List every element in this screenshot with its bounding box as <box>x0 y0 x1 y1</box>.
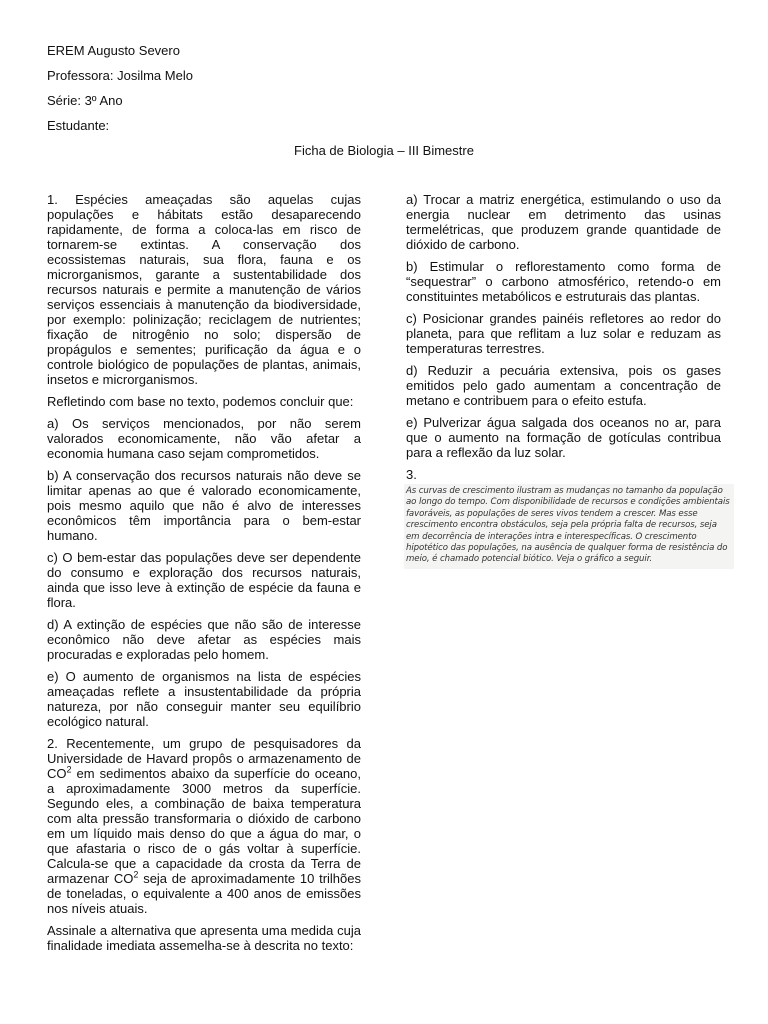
question-1-option-c: c) O bem-estar das populações deve ser dependente do consumo e exploração dos recursos naturais, ainda que isso leve à extinção de espécie da fauna e flora. <box>47 550 361 610</box>
student-label: Estudante: <box>47 118 110 133</box>
question-2-statement <box>47 736 361 916</box>
left-column <box>47 192 361 960</box>
question-1-statement: 1. Espécies ameaçadas são aquelas cujas populações e hábitats estão desaparecendo rapidamente, de forma a coloca-las em risco de tornarem-se extintas. A conservação dos ecossistemas naturais, sua flora, fauna e os microrganismos, garante a sustentabilidade dos recursos naturais e permite a manutenção de vários serviços essenciais à manutenção da biodiversidade, por exemplo: polinização; reciclagem de nutrientes; fixação de nitrogênio no solo; dispersão de propágulos e sementes; purificação da água e o controle biológico de populações de plantas, animais, insetos e microrganismos. <box>47 192 361 387</box>
subscript-2: 2 <box>66 764 72 775</box>
question-3-excerpt-image: As curvas de crescimento ilustram as mudanças no tamanho da população ao longo do tempo. Com disponibilidade de recursos e condições ambientais favoráveis, as populações de seres vivos tendem a crescer. Mas esse crescimento encontra obstáculos, seja pela própria falta de recursos, seja em decorrência de interações intra e interespecíficas. O crescimento hipotético das populações, na ausência de qualquer forma de resistência do meio, é chamado potencial biótico. Veja o gráfico a seguir. <box>404 484 734 569</box>
question-2-text-part3: seja de aproximadamente 10 trilhões de toneladas, o equivalente a 400 anos de emissões nos níveis atuais. <box>47 871 361 916</box>
question-2-text-part1: 2. Recentemente, um grupo de pesquisadores da Universidade de Havard propôs o armazenamento de CO <box>47 736 361 781</box>
question-3-number: 3. <box>406 467 417 482</box>
teacher-name: Professora: Josilma Melo <box>47 68 193 83</box>
question-1-prompt: Refletindo com base no texto, podemos concluir que: <box>47 394 354 409</box>
question-1-option-b: b) A conservação dos recursos naturais não deve se limitar apenas ao que é valorado economicamente, pois mesmo aquilo que não é alvo de interesses econômicos têm importância para o bem-estar humano. <box>47 468 361 543</box>
right-column <box>406 192 730 569</box>
question-1-option-d: d) A extinção de espécies que não são de interesse econômico não deve afetar as espécies mais procuradas e exploradas pelo homem. <box>47 617 361 662</box>
page-title: Ficha de Biologia – III Bimestre <box>294 143 474 158</box>
question-1-option-e: e) O aumento de organismos na lista de espécies ameaçadas reflete a insustentabilidade da própria natureza, por não conseguir manter seu equilíbrio ecológico natural. <box>47 669 361 729</box>
question-2-option-c: c) Posicionar grandes painéis refletores ao redor do planeta, para que reflitam a luz solar e reduzam as temperaturas terrestres. <box>406 311 721 356</box>
question-2-option-e: e) Pulverizar água salgada dos oceanos no ar, para que o aumento na formação de gotículas contribua para a reflexão da luz solar. <box>406 415 721 460</box>
question-2-option-d: d) Reduzir a pecuária extensiva, pois os gases emitidos pelo gado aumentam a concentração de metano e contribuem para o efeito estufa. <box>406 363 721 408</box>
subscript-2: 2 <box>133 869 139 880</box>
grade-label: Série: 3º Ano <box>47 93 123 108</box>
school-name: EREM Augusto Severo <box>47 43 180 58</box>
question-2-option-a: a) Trocar a matriz energética, estimulando o uso da energia nuclear em detrimento das usinas termelétricas, que produzem grande quantidade de dióxido de carbono. <box>406 192 721 252</box>
question-2-text-part2: em sedimentos abaixo da superfície do oceano, a aproximadamente 3000 metros da superfície. Segundo eles, a combinação de baixa temperatura com alta pressão transformaria o dióxido de carbono em um líquido mais denso do que a água do mar, o que afastaria o risco de o gás voltar à superfície. Calcula-se que a capacidade da crosta da Terra de armazenar CO <box>47 766 361 886</box>
document-header <box>47 43 727 143</box>
question-2-prompt: Assinale a alternativa que apresenta uma medida cuja finalidade imediata assemelha-se à descrita no texto: <box>47 923 361 953</box>
question-1-option-a: a) Os serviços mencionados, por não serem valorados economicamente, não vão afetar a economia humana caso sejam comprometidos. <box>47 416 361 461</box>
question-2-option-b: b) Estimular o reflorestamento como forma de “sequestrar” o carbono atmosférico, retendo-o em constituintes metabólicos e estruturais das plantas. <box>406 259 721 304</box>
